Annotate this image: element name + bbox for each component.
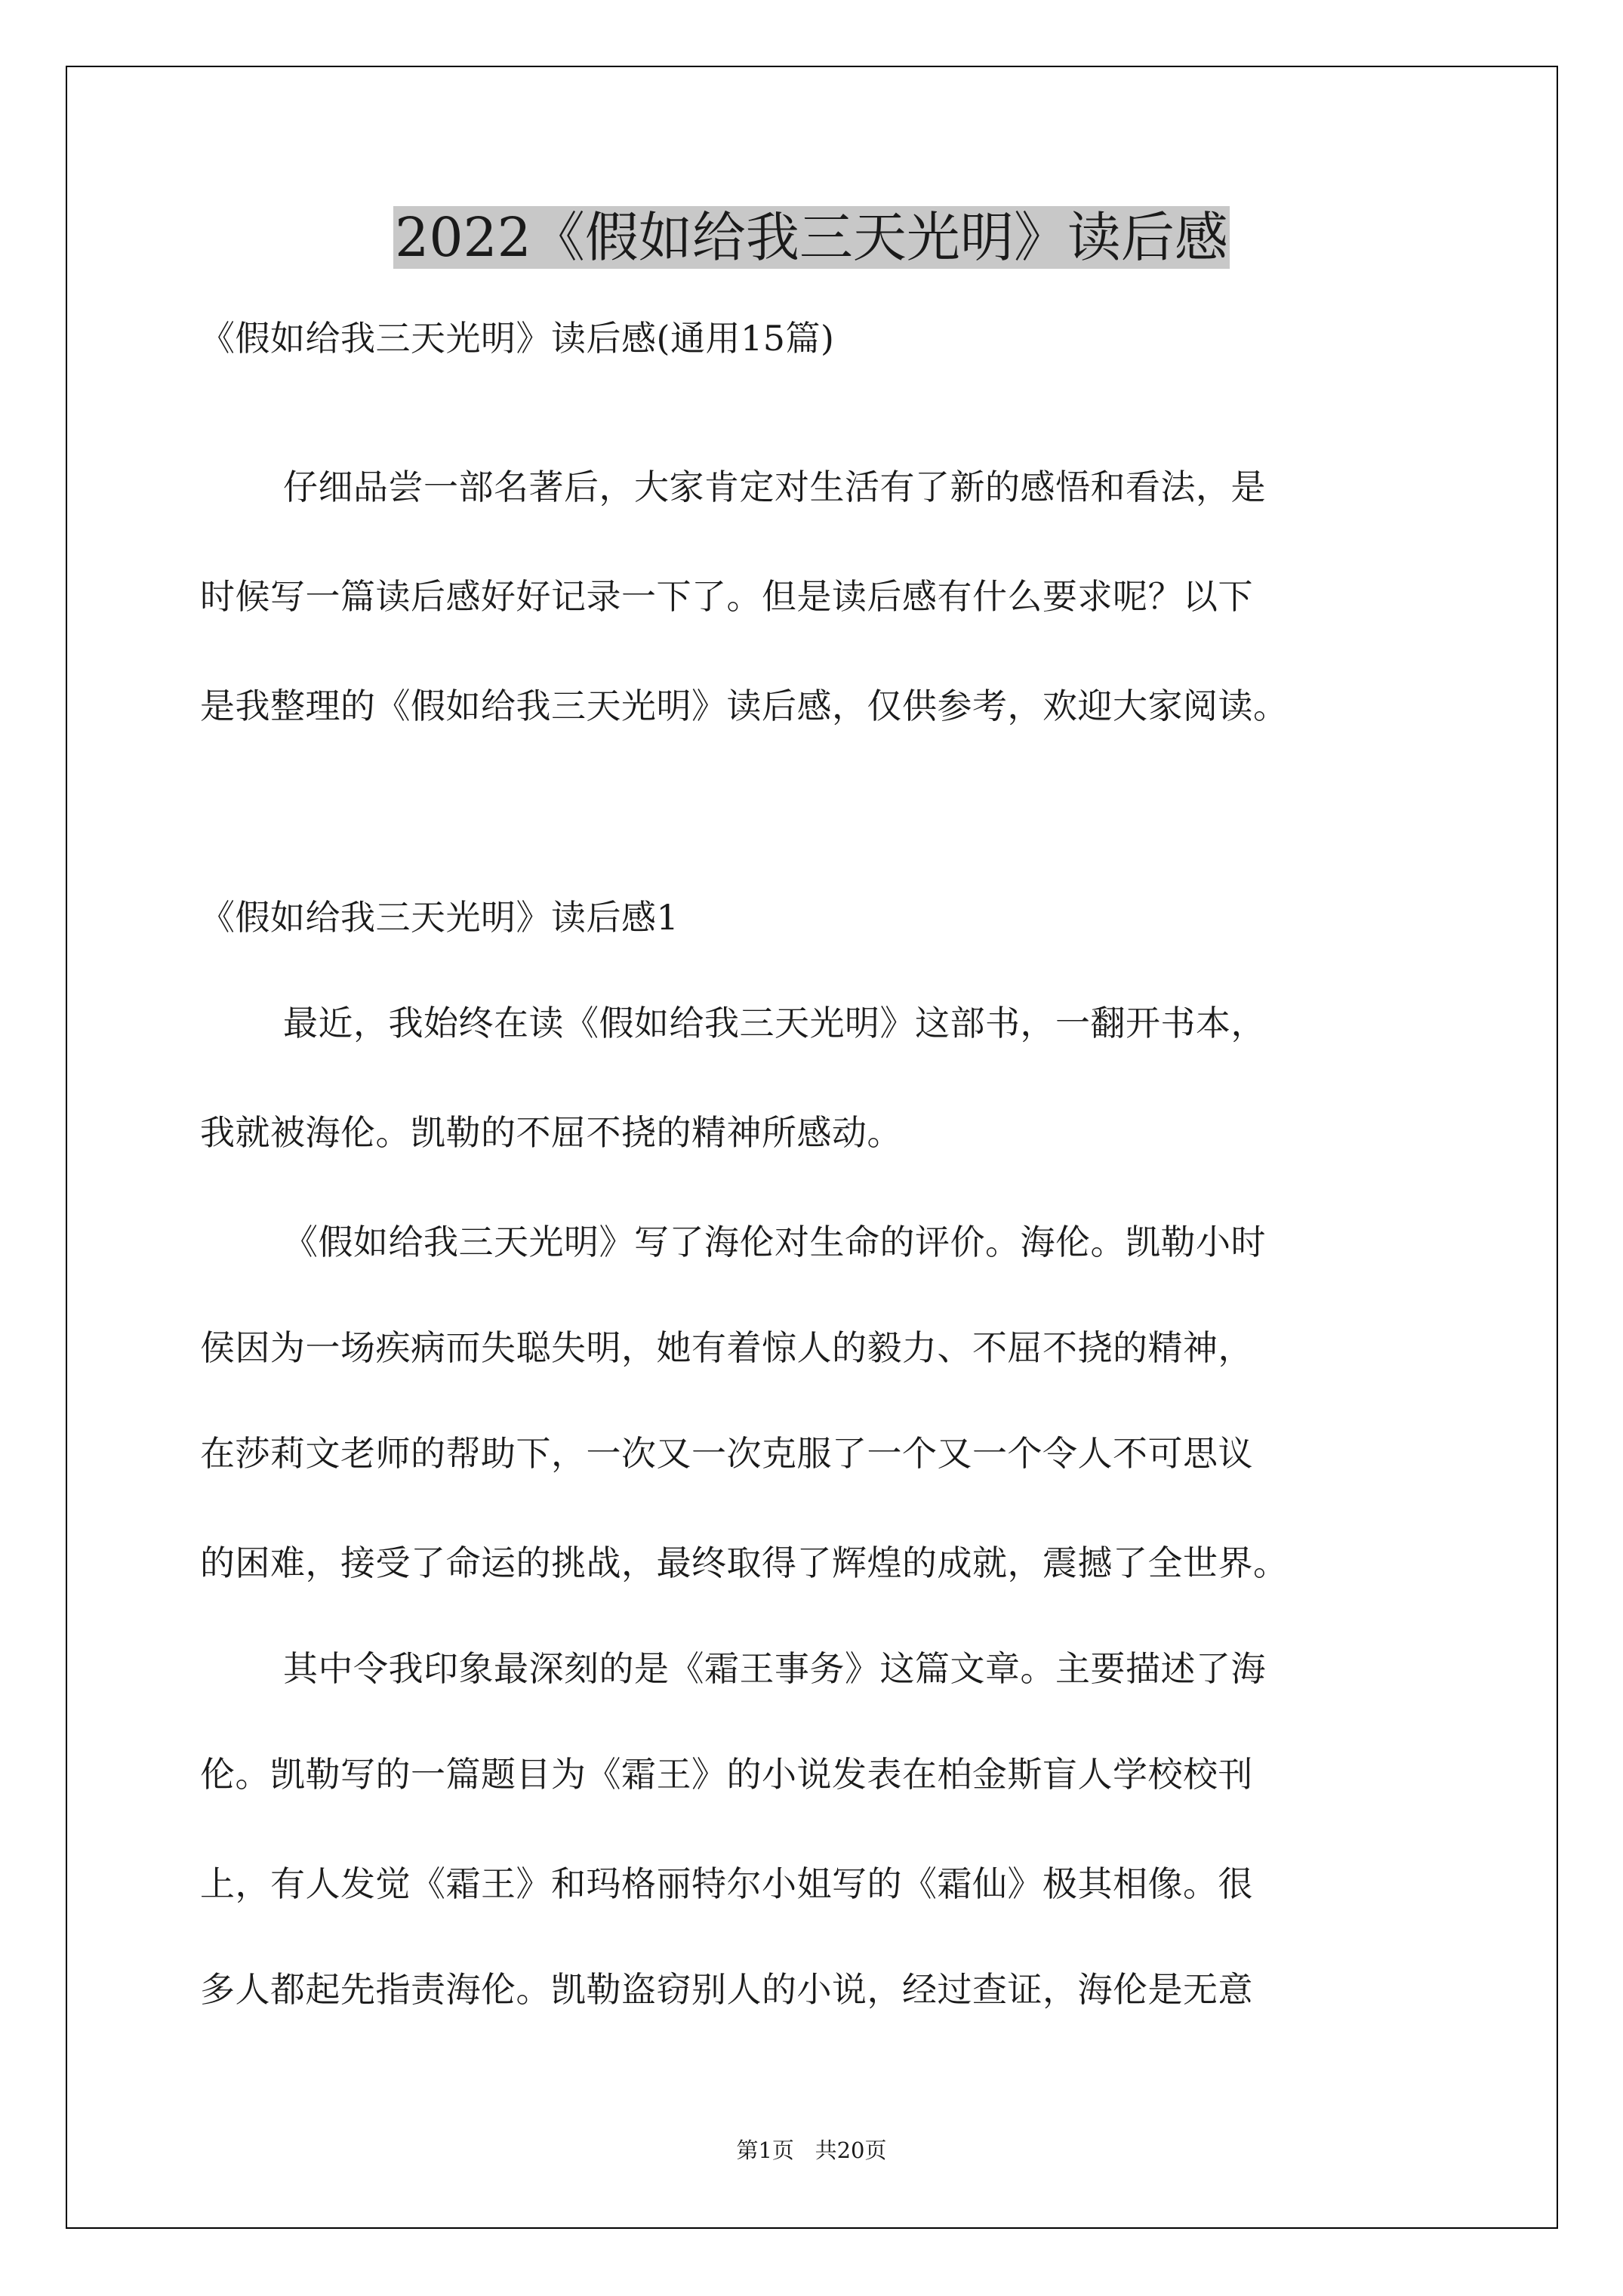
- paragraph-line: 侯因为一场疾病而失聪失明，她有着惊人的毅力、不屈不挠的精神，: [200, 1327, 1253, 1368]
- paragraph-line: 最近，我始终在读《假如给我三天光明》这部书，一翻开书本，: [283, 1003, 1266, 1043]
- paragraph-line: 时候写一篇读后感好好记录一下了。但是读后感有什么要求呢？以下: [200, 576, 1253, 617]
- document-title: [0, 200, 1623, 276]
- subtitle-line: 《假如给我三天光明》读后感(通用15篇): [200, 318, 835, 359]
- paragraph-line: 伦。凯勒写的一篇题目为《霜王》的小说发表在柏金斯盲人学校校刊: [200, 1754, 1253, 1795]
- paragraph-line: 在莎莉文老师的帮助下，一次又一次克服了一个又一个令人不可思议: [200, 1433, 1253, 1474]
- paragraph-line: 多人都起先指责海伦。凯勒盗窃别人的小说，经过查证，海伦是无意: [200, 1969, 1253, 2010]
- page-number-footer: 第1页 共20页: [736, 2137, 887, 2163]
- paragraph-line: 其中令我印象最深刻的是《霜王事务》这篇文章。主要描述了海: [283, 1648, 1266, 1689]
- paragraph-line: 的困难，接受了命运的挑战，最终取得了辉煌的成就，震撼了全世界。: [200, 1542, 1289, 1583]
- document-title-text: 2022《假如给我三天光明》读后感: [395, 206, 1228, 269]
- paragraph-line: 我就被海伦。凯勒的不屈不挠的精神所感动。: [200, 1112, 902, 1153]
- paragraph-line: 上，有人发觉《霜王》和玛格丽特尔小姐写的《霜仙》极其相像。很: [200, 1863, 1253, 1904]
- paragraph-line: 仔细品尝一部名著后，大家肯定对生活有了新的感悟和看法，是: [283, 467, 1266, 507]
- paragraph-line: 《假如给我三天光明》写了海伦对生命的评价。海伦。凯勒小时: [283, 1222, 1266, 1262]
- section-heading: 《假如给我三天光明》读后感1: [200, 897, 679, 938]
- paragraph-line: 是我整理的《假如给我三天光明》读后感，仅供参考，欢迎大家阅读。: [200, 686, 1289, 726]
